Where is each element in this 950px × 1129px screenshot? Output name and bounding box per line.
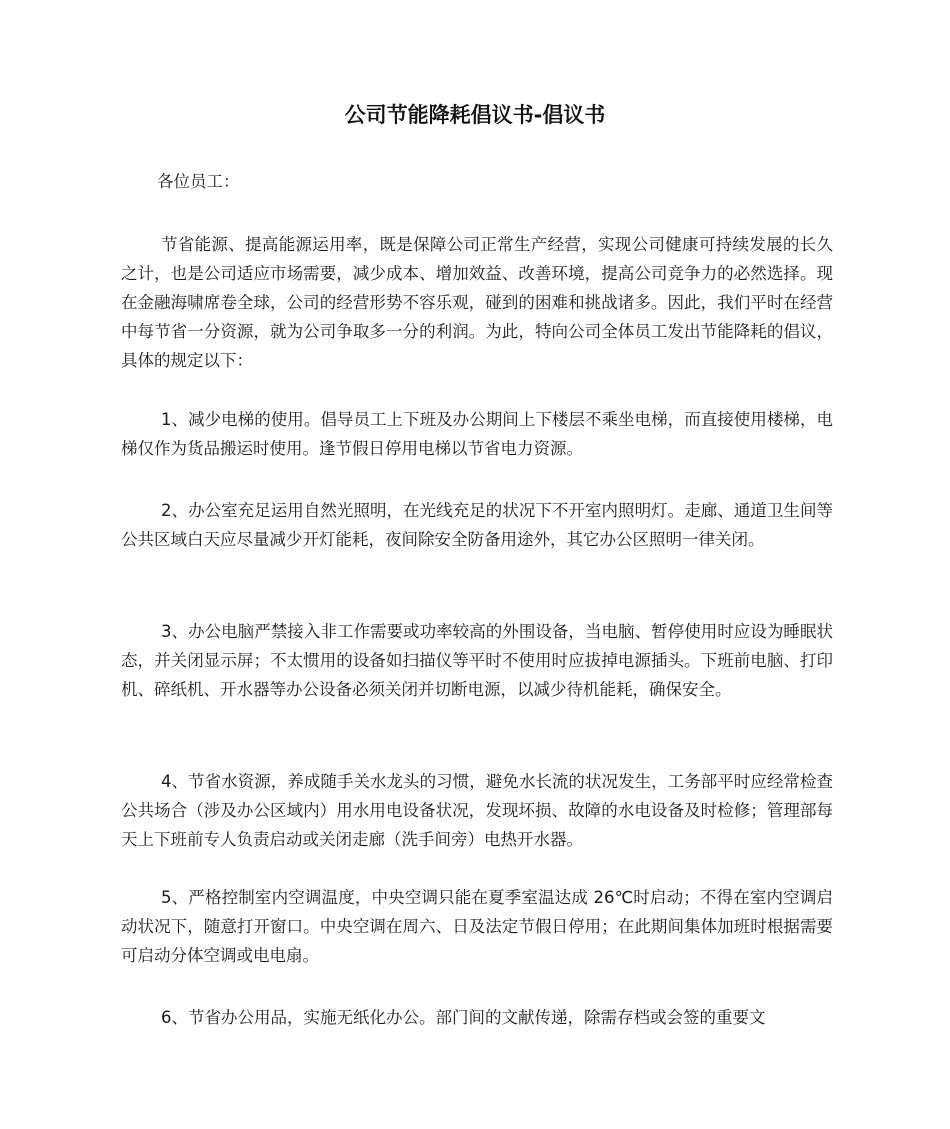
item-paragraph-4: 4、节省水资源，养成随手关水龙头的习惯，避免水长流的状况发生，工务部平时应经常检查公共场合（涉及办公区域内）用水用电设备状况，发现坏损、故障的水电设备及时检修；管理部每天上下班前专人负责启动或关闭走廊（洗手间旁）电热开水器。: [121, 772, 833, 849]
item-paragraph-6: 6、节省办公用品，实施无纸化办公。部门间的文献传递，除需存档或会签的重要文: [161, 1008, 766, 1027]
intro-paragraph: 节省能源、提高能源运用率，既是保障公司正常生产经营，实现公司健康可持续发展的长久之计，也是公司适应市场需要，减少成本、增加效益、改善环境，提高公司竞争力的必然选择。现在金融海啸席卷全球，公司的经营形势不容乐观，碰到的困难和挑战诸多。因此，我们平时在经营中每节省一分资源，就为公司争取多一分的利润。为此，特向公司全体员工发出节能降耗的倡议，具体的规定以下：: [121, 235, 833, 370]
item-paragraph-3: 3、办公电脑严禁接入非工作需要或功率较高的外围设备，当电脑、暂停使用时应设为睡眠状态，并关闭显示屏；不太惯用的设备如扫描仪等平时不使用时应拔掉电源插头。下班前电脑、打印机、碎纸机、开水器等办公设备必须关闭并切断电源，以减少待机能耗，确保安全。: [121, 622, 833, 699]
item-paragraph-1: 1、减少电梯的使用。倡导员工上下班及办公期间上下楼层不乘坐电梯，而直接使用楼梯，电梯仅作为货品搬运时使用。逢节假日停用电梯以节省电力资源。: [121, 410, 833, 458]
item-paragraph-5: 5、严格控制室内空调温度，中央空调只能在夏季室温达成 26℃时启动；不得在室内空调启动状况下，随意打开窗口。中央空调在周六、日及法定节假日停用；在此期间集体加班时根据需要可启动分体空调或电电扇。: [121, 888, 833, 965]
item-paragraph-2: 2、办公室充足运用自然光照明，在光线充足的状况下不开室内照明灯。走廊、通道卫生间等公共区域白天应尽量减少开灯能耗，夜间除安全防备用途外，其它办公区照明一律关闭。: [121, 501, 833, 549]
document-title: 公司节能降耗倡议书-倡议书: [344, 103, 606, 127]
salutation: 各位员工：: [157, 172, 240, 191]
